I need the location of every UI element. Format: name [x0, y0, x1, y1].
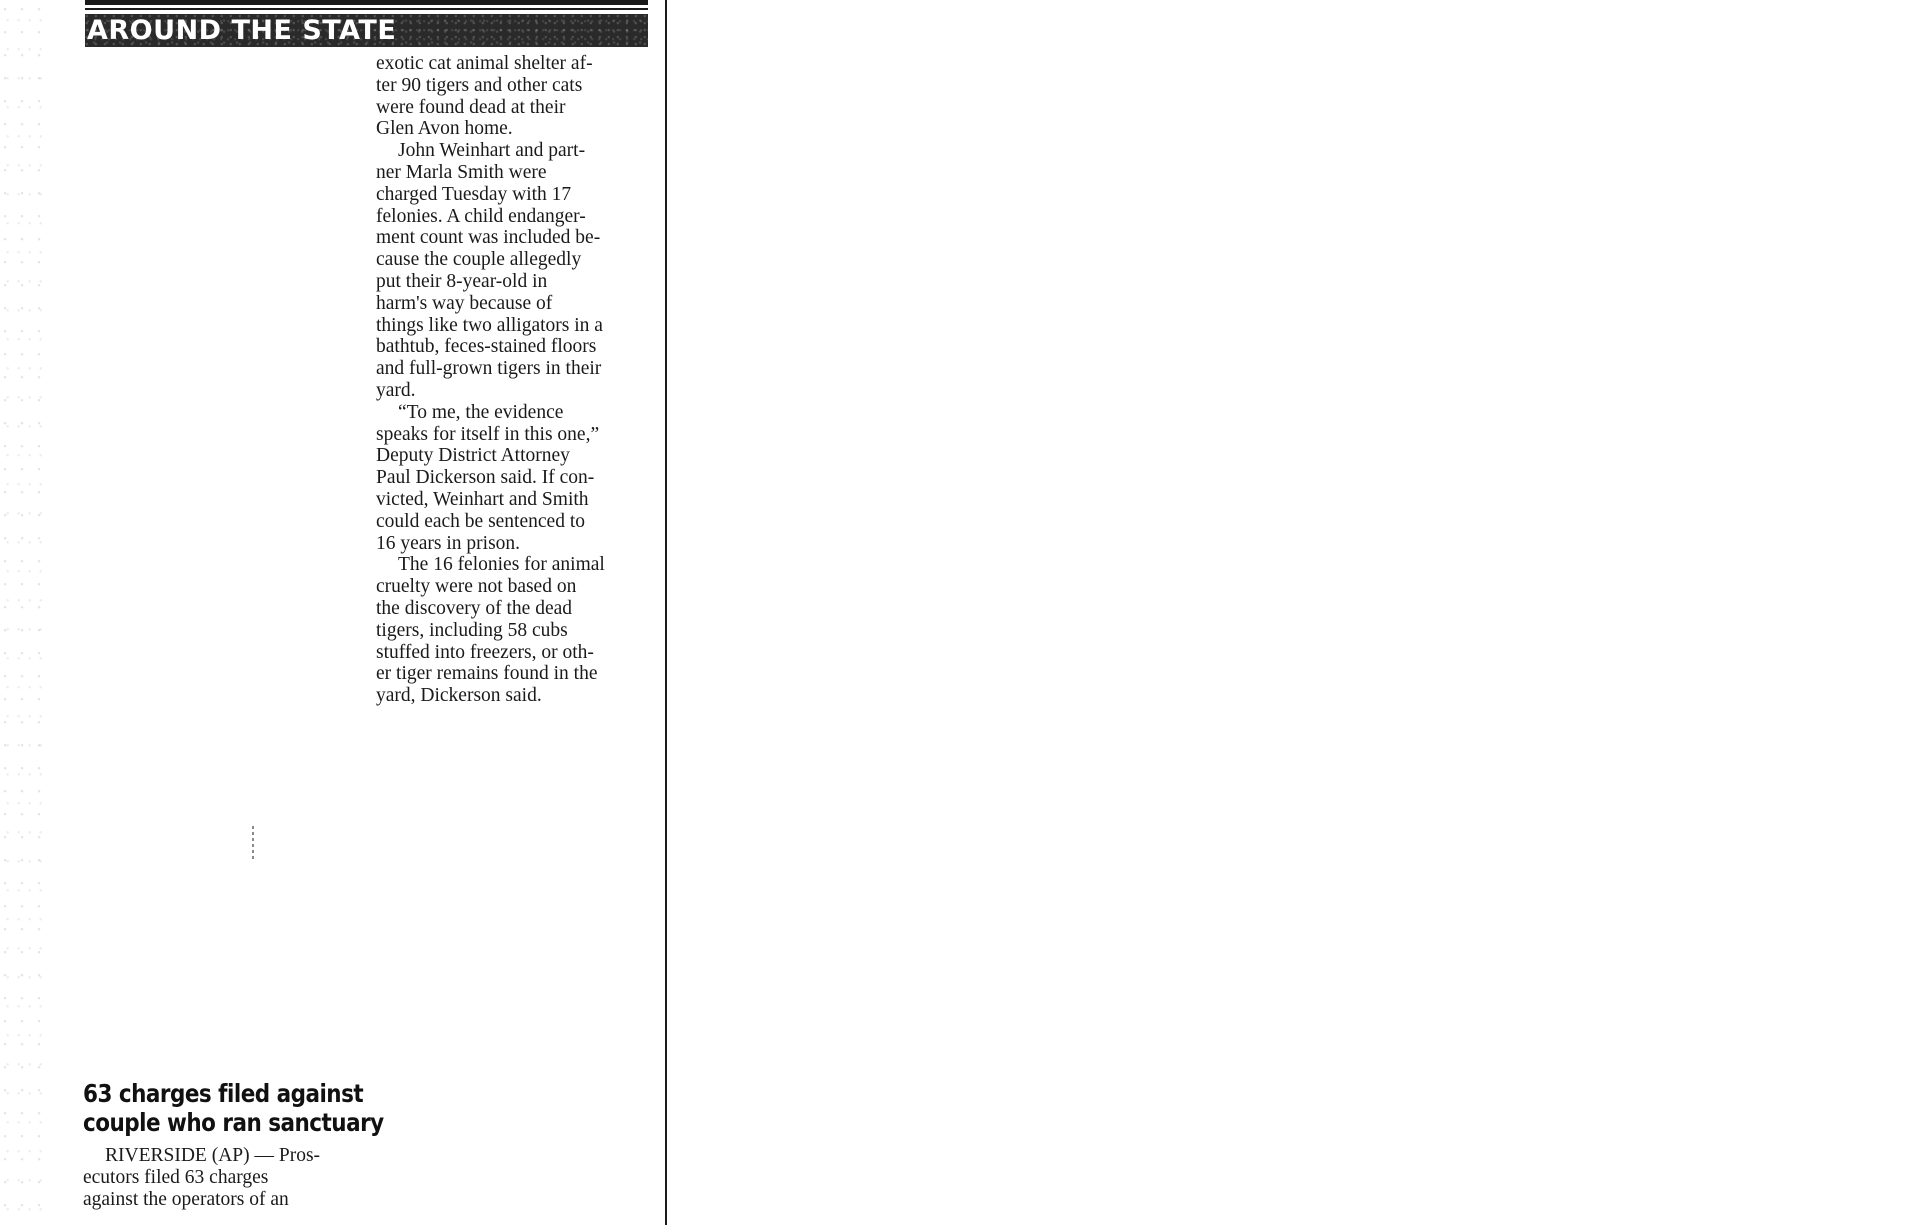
article-text-line: could each be sentenced to: [376, 510, 585, 532]
article-text-line: Deputy District Attorney: [376, 445, 570, 467]
article-text-line: RIVERSIDE (AP) — Pros-: [105, 1145, 321, 1166]
article-text-line: the discovery of the dead: [376, 597, 573, 619]
article-text-line: against the operators of an: [83, 1188, 289, 1210]
article-text-line: put their 8-year-old in: [376, 270, 548, 292]
article-headline: [83, 1079, 384, 1137]
top-rule-thick: [85, 0, 648, 5]
article-text-line: stuffed into freezers, or oth-: [376, 641, 594, 663]
section-banner: [85, 14, 648, 47]
article-text-line: John Weinhart and part-: [398, 140, 586, 162]
article-text-line: ecutors filed 63 charges: [83, 1166, 269, 1188]
section-title: AROUND THE STATE: [87, 15, 397, 46]
article-text-line: Glen Avon home.: [376, 118, 513, 140]
article-text-line: victed, Weinhart and Smith: [376, 488, 589, 510]
article-text-line: cause the couple allegedly: [376, 249, 582, 271]
article-text-line: and full-grown tigers in their: [376, 358, 602, 380]
article-text-line: exotic cat animal shelter af-: [376, 53, 593, 74]
article-text-line: “To me, the evidence: [398, 401, 564, 423]
article-text-line: harm's way because of: [376, 292, 553, 314]
headline-line: 63 charges filed against: [83, 1079, 364, 1108]
headline-line: couple who ran sanctuary: [83, 1108, 384, 1137]
article-column-right: [376, 53, 648, 707]
article-text-line: 16 years in prison.: [376, 532, 521, 554]
article-text-line: things like two alligators in a: [376, 314, 603, 336]
article-text-line: bathtub, feces-stained floors: [376, 336, 597, 358]
column-divider-rule: [665, 0, 667, 1225]
scan-speck-marks: [252, 826, 254, 860]
article-text-line: charged Tuesday with 17: [376, 183, 572, 205]
article-text-line: tigers, including 58 cubs: [376, 619, 568, 641]
article-text-line: yard, Dickerson said.: [376, 685, 542, 707]
article-text-line: yard.: [376, 379, 416, 401]
scan-edge-noise: [0, 0, 48, 1225]
article-text-line: ner Marla Smith were: [376, 161, 547, 183]
article-text-line: ment count was included be-: [376, 227, 601, 249]
article-text-line: Paul Dickerson said. If con-: [376, 467, 595, 489]
article-text-line: The 16 felonies for animal: [398, 554, 605, 576]
article-text-line: speaks for itself in this one,”: [376, 423, 600, 445]
top-rule-thin: [85, 8, 648, 10]
article-text-line: er tiger remains found in the: [376, 663, 598, 685]
article-text-line: ter 90 tigers and other cats: [376, 74, 583, 96]
article-text-line: felonies. A child endanger-: [376, 205, 586, 227]
article-text-line: were found dead at their: [376, 96, 566, 118]
article-text-line: cruelty were not based on: [376, 576, 577, 598]
article-column-left: [83, 1145, 355, 1210]
